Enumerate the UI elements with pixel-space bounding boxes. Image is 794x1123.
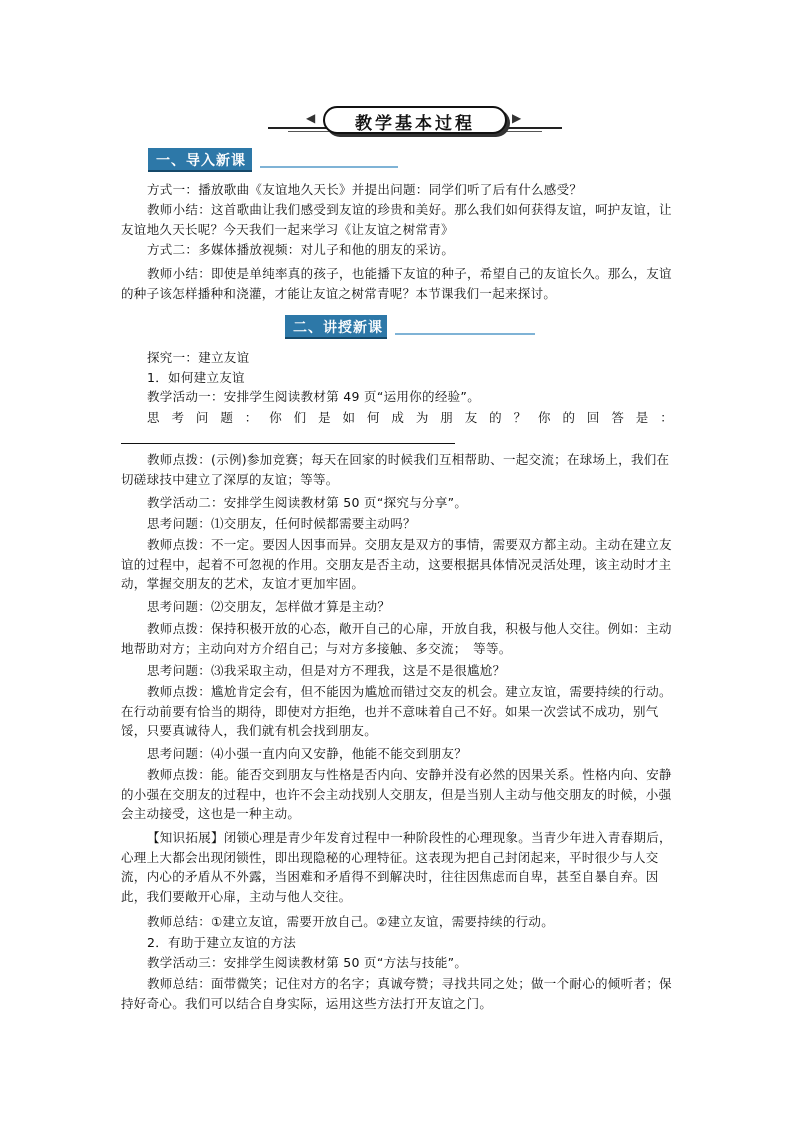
- paragraph: 教师小结：即使是单纯率真的孩子，也能播下友谊的种子，希望自己的友谊长久。那么，友谊的种子该怎样播种和浇灌，才能让友谊之树常青呢？本节课我们一起来探讨。: [121, 266, 672, 301]
- title-frame: [323, 106, 507, 134]
- paragraph: 教师点拨：保持积极开放的心态，敞开自己的心扉，开放自我，积极与他人交往。例如：主动地帮助对方；主动向对方介绍自己；与对方多接触、多交流； 等等。: [121, 621, 672, 656]
- paragraph: 教师小结：这首歌曲让我们感受到友谊的珍贵和美好。那么我们如何获得友谊，呵护友谊，让友谊地久天长呢？今天我们一起来学习《让友谊之树常青》: [121, 202, 672, 237]
- page-title: 教学基本过程: [355, 114, 475, 134]
- paragraph: 方式一：播放歌曲《友谊地久天长》并提出问题：同学们听了后有什么感受？: [147, 182, 583, 197]
- title-ornament-left-icon: ◀: [306, 111, 316, 125]
- paragraph: 思考问题：⑴交朋友，任何时候都需要主动吗？: [147, 516, 416, 531]
- paragraph: 探究一：建立友谊: [147, 350, 250, 365]
- section-stripe: [254, 151, 257, 167]
- paragraph: 教师点拨：不一定。要因人因事而异。交朋友是双方的事情，需要双方都主动。主动在建立友谊的过程中，起着不可忽视的作用。交朋友是否主动，这要根据具体情况灵活处理，该主动时才主动，掌握交朋友的艺术，友谊才更加牢固。: [121, 537, 672, 591]
- paragraph: 教学活动一：安排学生阅读教材第 49 页“运用你的经验”。: [147, 389, 481, 404]
- section-header-intro: [148, 148, 398, 172]
- paragraph: 教师点拨：尴尬肯定会有，但不能因为尴尬而错过交友的机会。建立友谊，需要持续的行动。在行动前要有恰当的期待，即使对方拒绝，也并不意味着自己不好。如果一次尝试不成功，别气馁，只要真诚待人，我们就有机会找到朋友。: [121, 684, 672, 738]
- section-title: 一、导入新课: [156, 153, 246, 169]
- paragraph: 教学活动二：安排学生阅读教材第 50 页“探究与分享”。: [147, 495, 468, 510]
- title-banner: [268, 104, 562, 134]
- section-underline: [395, 333, 535, 335]
- section-header-lecture: [285, 315, 535, 339]
- paragraph: 2．有助于建立友谊的方法: [147, 935, 297, 950]
- paragraph: 教师点拨：能。能否交到朋友与性格是否内向、安静并没有必然的因果关系。性格内向、安静的小强在交朋友的过程中，也许不会主动找别人交朋友，但是当别人主动与他交朋友的时候，小强会主动接受，这也是一种主动。: [121, 767, 672, 821]
- paragraph: 思考问题：⑶我采取主动，但是对方不理我，这是不是很尴尬？: [147, 663, 506, 678]
- paragraph: 教师总结：①建立友谊，需要开放自己。②建立友谊，需要持续的行动。: [147, 914, 555, 929]
- answer-blank: [121, 443, 455, 444]
- section-stripe: [389, 318, 392, 334]
- paragraph: 教学活动三：安排学生阅读教材第 50 页“方法与技能”。: [147, 955, 468, 970]
- paragraph: 教师点拨：(示例)参加竞赛；每天在回家的时候我们互相帮助、一起交流；在球场上，我们在切磋球技中建立了深厚的友谊；等等。: [121, 452, 670, 487]
- paragraph: 方式二：多媒体播放视频：对儿子和他的朋友的采访。: [147, 242, 455, 257]
- section-title: 二、讲授新课: [293, 320, 383, 336]
- paragraph: 教师总结：面带微笑；记住对方的名字；真诚夸赞；寻找共同之处；做一个耐心的倾听者；保持好奇心。我们可以结合自身实际，运用这些方法打开友谊之门。: [121, 976, 672, 1011]
- paragraph: 思考问题：你们是如何成为朋友的？你的回答是：: [147, 410, 673, 425]
- title-ornament-right-icon: ▶: [512, 111, 522, 125]
- paragraph: 1．如何建立友谊: [147, 370, 245, 385]
- section-underline: [260, 166, 398, 168]
- knowledge-extension: 【知识拓展】闭锁心理是青少年发育过程中一种阶段性的心理现象。当青少年进入青春期后，心理上大都会出现闭锁性，即出现隐秘的心理特征。这表现为把自己封闭起来，平时很少与人交流，内心的矛盾从不外露，当困难和矛盾得不到解决时，往往因焦虑而自卑，甚至自暴自弃。因此，我们要敞开心扉，主动与他人交往。: [121, 830, 672, 904]
- paragraph: 思考问题：⑵交朋友，怎样做才算是主动？: [147, 599, 391, 614]
- paragraph: 思考问题：⑷小强一直内向又安静，他能不能交到朋友？: [147, 746, 468, 761]
